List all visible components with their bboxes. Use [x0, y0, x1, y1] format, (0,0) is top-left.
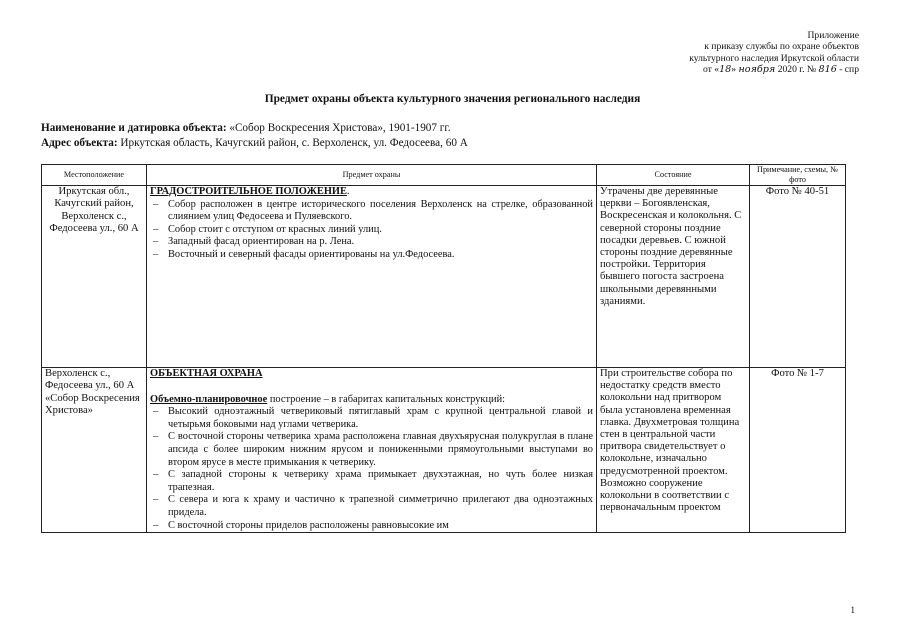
protection-table: [41, 164, 846, 533]
protection-list: [150, 406, 593, 532]
appendix-title: Приложение: [807, 30, 859, 41]
row-note: Фото № 40-51: [750, 186, 846, 368]
appendix-order-line: к приказу службы по охране объектов: [704, 41, 859, 53]
row-location: Верхоленск с., Федосеева ул., 60 А «Собор Воскресения Христова»: [42, 368, 147, 533]
row-state: Утрачены две деревянные церкви – Богоявленская, Воскресенская и колокольня. С северной стороны поздние посадки деревьев. С южной стороны поздние деревянные постройки. Территория бывшего погоста застроена школьными деревянными зданиями.: [597, 186, 750, 368]
list-item: – Западный фасад ориентирован на р. Лена.: [150, 236, 593, 249]
table-row: [42, 186, 846, 368]
appendix-authority-line: культурного наследия Иркутской области: [689, 52, 859, 64]
table-header-row: [42, 165, 846, 186]
header-location: Местоположение: [42, 165, 147, 186]
page-number: 1: [850, 606, 855, 616]
list-item: – Собор расположен в центре исторического поселения Верхоленск на стрелке, образованной слиянием улиц Федосеева и Пуляевского.: [150, 199, 593, 224]
header-state: Состояние: [597, 165, 750, 186]
section-heading: ОБЪЕКТНАЯ ОХРАНА: [150, 368, 263, 379]
date-prefix: от «: [703, 63, 720, 75]
list-item: – С западной стороны к четверику храма примыкает двухэтажная, но чуть более низкая трапезная.: [150, 469, 593, 494]
object-name-line: [41, 122, 451, 134]
object-address-line: [41, 137, 468, 149]
list-item: – Собор стоит с отступом от красных линий улиц.: [150, 224, 593, 237]
list-item: – С севера и юга к храму и частично к трапезной симметрично прилегают два одноэтажных придела.: [150, 494, 593, 519]
date-mid: »: [731, 63, 737, 75]
list-item: – С восточной стороны четверика храма расположена главная двухъярусная полукруглая в плане апсида с более широким нижним ярусом и пониженными прямоугольными выступами во втором ярусе в месте примыкания к четверику.: [150, 431, 593, 469]
table-row: [42, 368, 846, 533]
row-location: Иркутская обл., Качугский район, Верхоленск с., Федосеева ул., 60 А: [42, 186, 147, 368]
row-subject: [147, 186, 597, 368]
list-item: – Восточный и северный фасады ориентированы на ул.Федосеева.: [150, 249, 593, 262]
object-name-label: Наименование и датировка объекта:: [41, 122, 227, 134]
section-heading: ГРАДОСТРОИТЕЛЬНОЕ ПОЛОЖЕНИЕ.: [150, 186, 350, 197]
object-address-value: Иркутская область, Качугский район, с. Верхоленск, ул. Федосеева, 60 А: [120, 137, 468, 149]
appendix-block: [599, 30, 859, 75]
row-state: При строительстве собора по недостатку средств вместо колокольни над притвором была установлена временная главка. Двухметровая толщина стен в центральной части притвора свидетельствует о колокольне, изначально предусмотренной проектом. Возможно сооружение колокольни в соответствии с первоначальным проектом: [597, 368, 750, 533]
volume-planning-lead: Объемно-планировочное построение – в габаритах капитальных конструкций:: [150, 393, 506, 405]
list-item: – С восточной стороны приделов расположены равновысокие им: [150, 520, 593, 533]
list-item: – Высокий одноэтажный четвериковый пятиглавый храм с крупной центральной главой и четырьмя боковыми над углами четверика.: [150, 406, 593, 431]
handwritten-day: 18: [719, 63, 732, 75]
handwritten-number: 816: [818, 63, 837, 75]
handwritten-month: ноября: [738, 63, 776, 75]
object-address-label: Адрес объекта:: [41, 137, 118, 149]
row-subject: [147, 368, 597, 533]
header-subject: Предмет охраны: [147, 165, 597, 186]
header-note: Примечание, схемы, № фото: [750, 165, 846, 186]
year-text: 2020 г. №: [777, 63, 817, 75]
appendix-date-line: [599, 64, 859, 75]
row-note: Фото № 1-7: [750, 368, 846, 533]
number-suffix: - спр: [839, 63, 859, 75]
protection-list: [150, 199, 593, 262]
object-name-value: «Собор Воскресения Христова», 1901-1907 гг.: [229, 122, 451, 134]
document-title: Предмет охраны объекта культурного значения регионального наследия: [264, 93, 641, 105]
